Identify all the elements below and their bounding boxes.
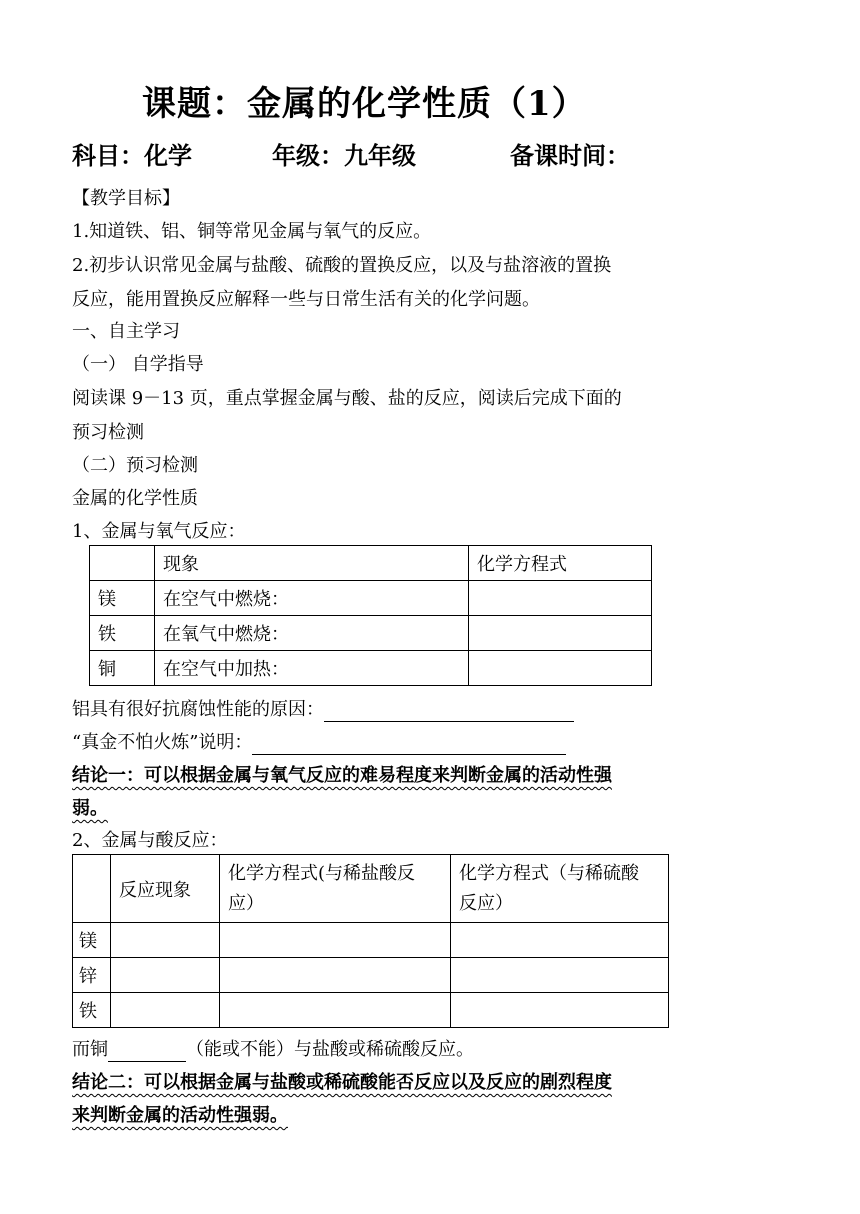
page-title: 课题：金属的化学性质（1） bbox=[142, 84, 587, 124]
metal-cell: 镁 bbox=[73, 923, 111, 958]
conclusion-one-line-2: 弱。 bbox=[72, 798, 108, 819]
table-row bbox=[90, 581, 652, 616]
section-heading-self-study: 一、自主学习 bbox=[72, 321, 180, 342]
reading-instruction-line-1: 阅读课 9－13 页，重点掌握金属与酸、盐的反应，阅读后完成下面的 bbox=[72, 388, 622, 409]
table-header-phenomenon: 现象 bbox=[155, 546, 469, 581]
phenomenon-cell[interactable] bbox=[111, 958, 220, 993]
gold-saying-label: “真金不怕火炼”说明： bbox=[72, 732, 253, 753]
equation-cell[interactable] bbox=[469, 616, 652, 651]
goal-item-2-line-1: 2.初步认识常见金属与盐酸、硫酸的置换反应，以及与盐溶液的置换 bbox=[72, 255, 612, 276]
subject-label: 科目：化学 bbox=[72, 141, 192, 170]
conclusion-one-line-1: 结论一：可以根据金属与氧气反应的难易程度来判断金属的活动性强 bbox=[72, 765, 612, 786]
h2so4-equation-cell[interactable] bbox=[451, 993, 669, 1028]
acid-heading: 2、金属与酸反应： bbox=[72, 830, 228, 851]
table-row bbox=[73, 958, 669, 993]
hcl-equation-cell[interactable] bbox=[220, 993, 451, 1028]
oxygen-heading: 1、金属与氧气反应： bbox=[72, 521, 246, 542]
conclusion-two-line-2: 来判断金属的活动性强弱。 bbox=[72, 1105, 288, 1126]
hcl-equation-cell[interactable] bbox=[220, 923, 451, 958]
equation-cell[interactable] bbox=[469, 651, 652, 686]
table-row bbox=[73, 993, 669, 1028]
acid-reaction-table bbox=[72, 854, 669, 1028]
copper-line bbox=[72, 1038, 474, 1062]
table-row bbox=[90, 651, 652, 686]
table-header-blank bbox=[73, 855, 111, 923]
table-header-h2so4-equation: 化学方程式（与稀硫酸 反应） bbox=[451, 855, 669, 923]
phenomenon-cell: 在氧气中燃烧： bbox=[155, 616, 469, 651]
h2so4-equation-cell[interactable] bbox=[451, 958, 669, 993]
table-header-phenomenon: 反应现象 bbox=[111, 855, 220, 923]
gold-saying-blank[interactable] bbox=[252, 754, 566, 755]
phenomenon-cell[interactable] bbox=[111, 923, 220, 958]
metal-cell: 镁 bbox=[90, 581, 155, 616]
gold-saying-line bbox=[72, 731, 566, 755]
metal-cell: 铜 bbox=[90, 651, 155, 686]
table-header-blank bbox=[90, 546, 155, 581]
metal-cell: 锌 bbox=[73, 958, 111, 993]
metal-cell: 铁 bbox=[90, 616, 155, 651]
subsection-preview-check: （二）预习检测 bbox=[72, 455, 198, 476]
table-row bbox=[73, 923, 669, 958]
phenomenon-cell: 在空气中燃烧： bbox=[155, 581, 469, 616]
goal-item-1: 1.知道铁、铝、铜等常见金属与氧气的反应。 bbox=[72, 221, 432, 242]
phenomenon-cell[interactable] bbox=[111, 993, 220, 1028]
h2so4-equation-cell[interactable] bbox=[451, 923, 669, 958]
goal-item-2-line-2: 反应，能用置换反应解释一些与日常生活有关的化学问题。 bbox=[72, 289, 540, 310]
equation-cell[interactable] bbox=[469, 581, 652, 616]
prep-time-label: 备课时间： bbox=[510, 141, 630, 170]
metal-cell: 铁 bbox=[73, 993, 111, 1028]
table-header-equation: 化学方程式 bbox=[469, 546, 652, 581]
goals-heading: 【教学目标】 bbox=[72, 188, 180, 209]
reading-instruction-line-2: 预习检测 bbox=[72, 422, 144, 443]
aluminum-reason-line bbox=[72, 698, 574, 722]
copper-prefix: 而铜 bbox=[72, 1039, 108, 1060]
table-header-hcl-equation: 化学方程式(与稀盐酸反 应） bbox=[220, 855, 451, 923]
phenomenon-cell: 在空气中加热： bbox=[155, 651, 469, 686]
aluminum-reason-label: 铝具有很好抗腐蚀性能的原因： bbox=[72, 699, 324, 720]
topic-label: 金属的化学性质 bbox=[72, 488, 198, 509]
copper-blank[interactable] bbox=[108, 1061, 186, 1062]
conclusion-two-line-1: 结论二：可以根据金属与盐酸或稀硫酸能否反应以及反应的剧烈程度 bbox=[72, 1072, 612, 1093]
hcl-equation-cell[interactable] bbox=[220, 958, 451, 993]
subsection-guide: （一） 自学指导 bbox=[72, 354, 204, 375]
aluminum-reason-blank[interactable] bbox=[324, 721, 574, 722]
copper-suffix: （能或不能）与盐酸或稀硫酸反应。 bbox=[186, 1039, 474, 1060]
grade-label: 年级：九年级 bbox=[272, 141, 416, 170]
oxygen-reaction-table bbox=[89, 545, 652, 686]
table-row bbox=[90, 616, 652, 651]
